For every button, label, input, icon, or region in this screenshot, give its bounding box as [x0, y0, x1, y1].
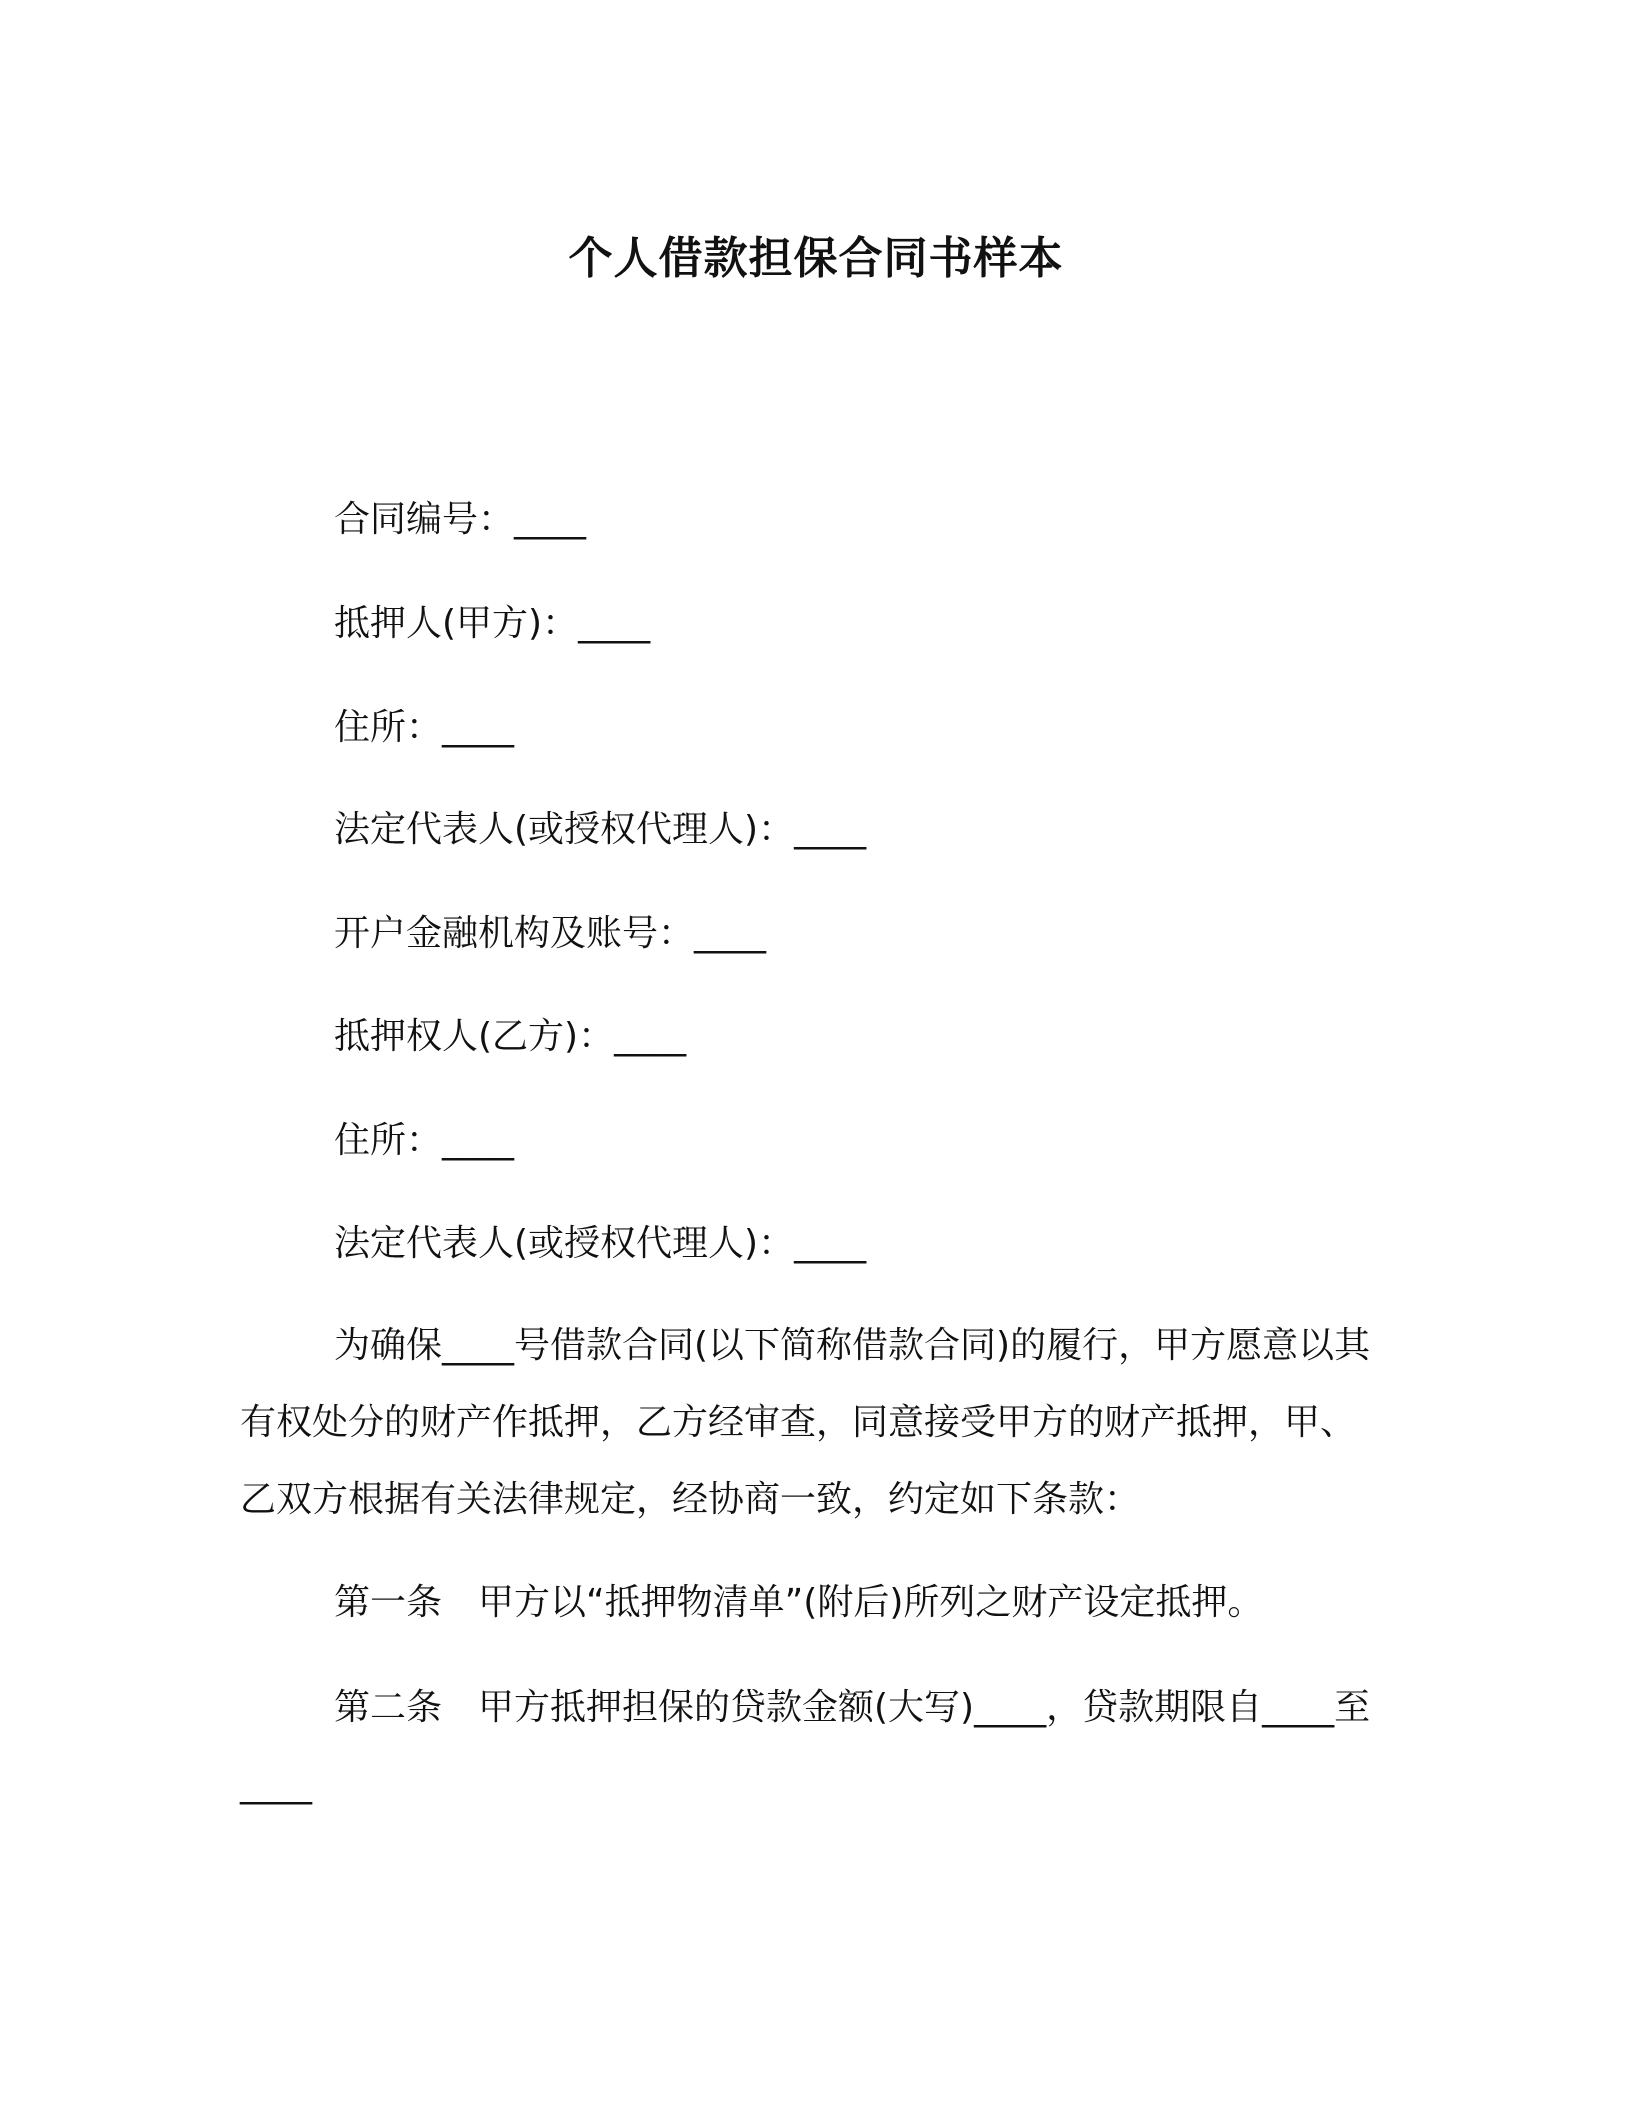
field-mortgagor-representative: 法定代表人(或授权代理人)：____	[334, 809, 867, 850]
article-1: 第一条 甲方以“抵押物清单”(附后)所列之财产设定抵押。	[334, 1582, 1264, 1623]
preamble-paragraph: 为确保____号借款合同(以下简称借款合同)的履行，甲方愿意以其有权处分的财产作抵押，乙方经审查，同意接受甲方的财产抵押，甲、乙双方根据有关法律规定，经协商一致，约定如下条款：	[240, 1325, 1371, 1520]
field-mortgagor: 抵押人(甲方)：____	[334, 603, 651, 644]
document-title: 个人借款担保合同书样本	[568, 233, 1064, 284]
article-2: 第二条 甲方抵押担保的贷款金额(大写)____，贷款期限自____至____	[240, 1687, 1371, 1805]
field-mortgagor-address: 住所：____	[334, 707, 515, 748]
field-mortgagee-representative: 法定代表人(或授权代理人)：____	[334, 1223, 867, 1264]
field-bank-account: 开户金融机构及账号：____	[334, 913, 767, 954]
field-mortgagee-address: 住所：____	[334, 1120, 515, 1161]
field-contract-number: 合同编号：____	[334, 499, 587, 540]
field-mortgagee: 抵押权人(乙方)：____	[334, 1016, 687, 1057]
